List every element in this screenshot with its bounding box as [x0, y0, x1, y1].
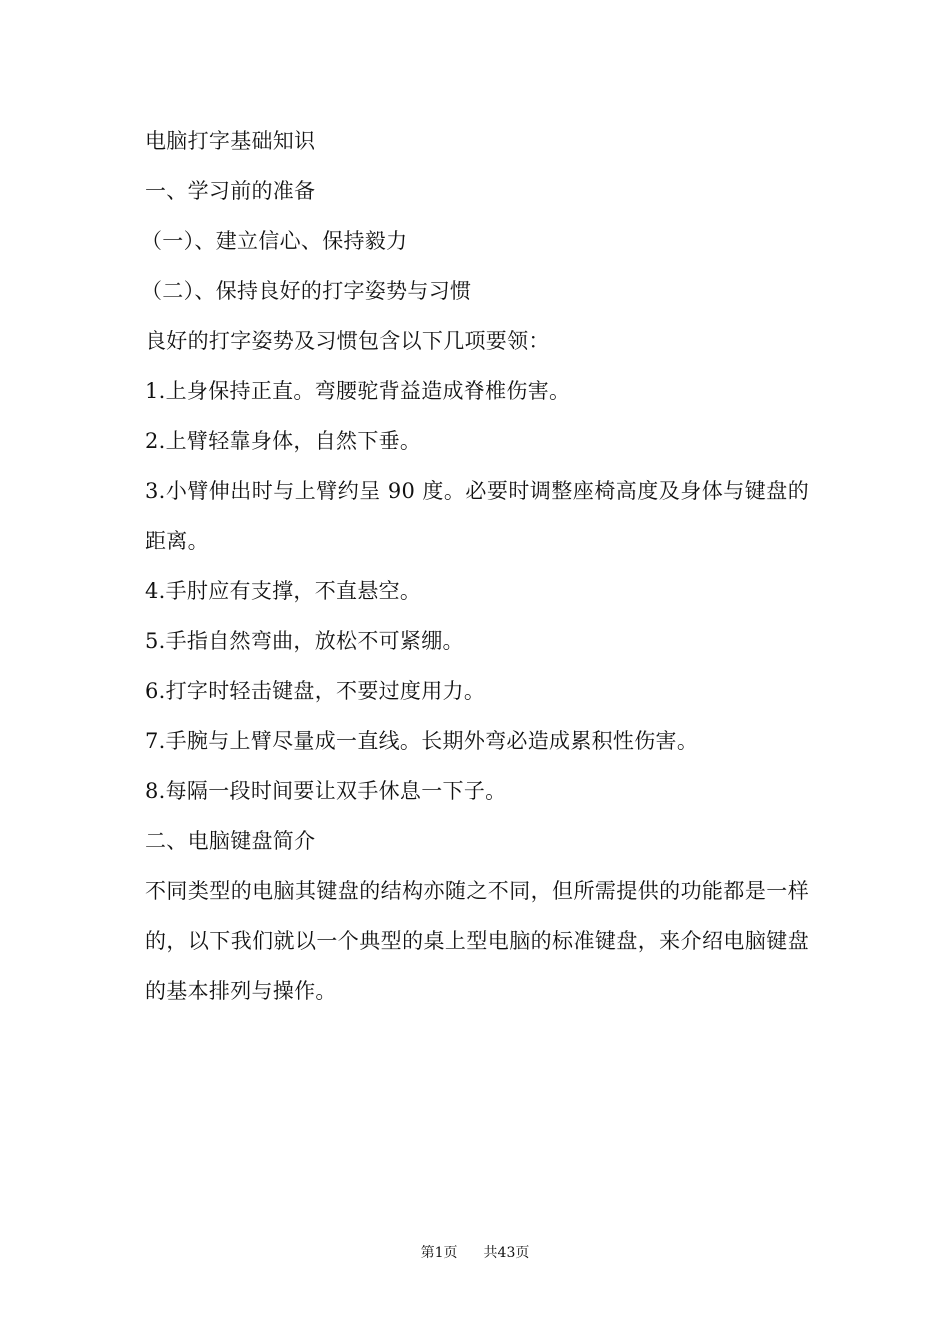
posture-intro: 良好的打字姿势及习惯包含以下几项要领：: [145, 329, 550, 353]
document-body: [141, 116, 809, 1016]
page-total: 共43页: [483, 1245, 530, 1261]
list-item: 8.每隔一段时间要让双手休息一下子。: [145, 779, 507, 803]
section-heading-keyboard: 二、电脑键盘简介: [145, 829, 316, 853]
list-item: 2.上臂轻靠身体，自然下垂。: [145, 429, 422, 453]
list-item: 1.上身保持正直。弯腰驼背益造成脊椎伤害。: [145, 379, 571, 403]
subheading-posture: （二）、保持良好的打字姿势与习惯: [141, 279, 472, 303]
list-item: 7.手腕与上臂尽量成一直线。长期外弯必造成累积性伤害。: [145, 729, 699, 753]
section-heading-preparation: 一、学习前的准备: [145, 179, 316, 203]
list-item: 4.手肘应有支撑，不直悬空。: [145, 579, 422, 603]
page-number: 第1页: [420, 1245, 458, 1261]
document-title: 电脑打字基础知识: [145, 129, 316, 153]
subheading-confidence: （一）、建立信心、保持毅力: [141, 229, 408, 253]
list-item: 6.打字时轻击键盘，不要过度用力。: [145, 679, 486, 703]
list-item: 3.小臂伸出时与上臂约呈 90 度。必要时调整座椅高度及身体与键盘的距离。: [145, 479, 809, 553]
list-item: 5.手指自然弯曲，放松不可紧绷。: [145, 629, 464, 653]
page-footer: [0, 1243, 950, 1263]
keyboard-intro-paragraph: 不同类型的电脑其键盘的结构亦随之不同，但所需提供的功能都是一样的，以下我们就以一个典型的桌上型电脑的标准键盘，来介绍电脑键盘的基本排列与操作。: [145, 879, 809, 1003]
